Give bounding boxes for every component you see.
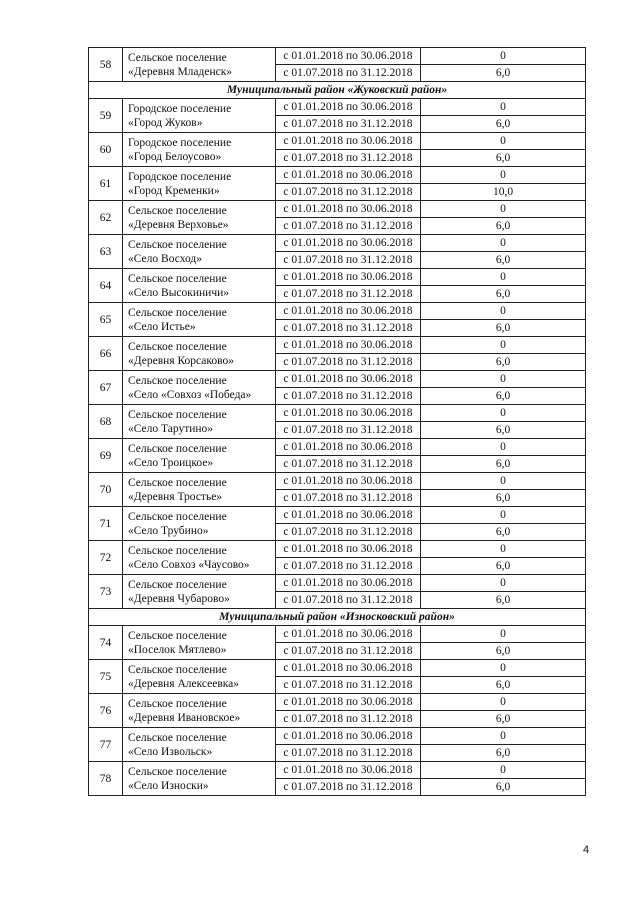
settlement-name — [123, 541, 276, 575]
settlement-title: «Город Белоусово» — [128, 150, 222, 163]
settlement-name — [123, 405, 276, 439]
row-number: 58 — [89, 48, 123, 82]
period-second-half: с 01.07.2018 по 31.12.2018 — [276, 65, 421, 82]
settlement-name — [123, 762, 276, 796]
period-second-half: с 01.07.2018 по 31.12.2018 — [276, 354, 421, 371]
settlement-title: «Село Совхоз «Чаусово» — [128, 558, 250, 571]
settlement-title: «Деревня Тростье» — [128, 490, 223, 503]
settlement-name — [123, 439, 276, 473]
rate-second-half: 6,0 — [421, 286, 586, 303]
settlement-title: «Село Восход» — [128, 252, 203, 265]
rate-first-half: 0 — [421, 694, 586, 711]
section-title: Муниципальный район «Жуковский район» — [89, 82, 586, 99]
period-first-half: с 01.01.2018 по 30.06.2018 — [276, 439, 421, 456]
row-number: 66 — [89, 337, 123, 371]
table-row — [89, 99, 586, 116]
rate-first-half: 0 — [421, 575, 586, 592]
rate-second-half: 6,0 — [421, 745, 586, 762]
section-title: Муниципальный район «Износковский район» — [89, 609, 586, 626]
period-second-half: с 01.07.2018 по 31.12.2018 — [276, 592, 421, 609]
period-second-half: с 01.07.2018 по 31.12.2018 — [276, 456, 421, 473]
rate-second-half: 6,0 — [421, 65, 586, 82]
rate-first-half: 0 — [421, 660, 586, 677]
settlement-title: «Деревня Чубарово» — [128, 592, 230, 605]
period-first-half: с 01.01.2018 по 30.06.2018 — [276, 371, 421, 388]
settlement-title: «Село Тарутино» — [128, 422, 214, 435]
rate-second-half: 6,0 — [421, 677, 586, 694]
tariff-table — [88, 47, 586, 796]
rate-second-half: 6,0 — [421, 116, 586, 133]
rate-first-half: 0 — [421, 626, 586, 643]
row-number: 73 — [89, 575, 123, 609]
settlement-title: «Село «Совхоз «Победа» — [128, 388, 252, 401]
table-row — [89, 473, 586, 490]
row-number: 76 — [89, 694, 123, 728]
page-number: 4 — [583, 844, 590, 856]
settlement-type: Сельское поселение — [128, 697, 227, 710]
tariff-table-body — [89, 48, 586, 796]
settlement-name — [123, 660, 276, 694]
period-second-half: с 01.07.2018 по 31.12.2018 — [276, 388, 421, 405]
settlement-type: Сельское поселение — [128, 544, 227, 557]
settlement-title: «Город Жуков» — [128, 116, 203, 129]
settlement-name — [123, 728, 276, 762]
table-row — [89, 762, 586, 779]
period-second-half: с 01.07.2018 по 31.12.2018 — [276, 524, 421, 541]
settlement-title: «Село Истье» — [128, 320, 196, 333]
settlement-name — [123, 269, 276, 303]
row-number: 59 — [89, 99, 123, 133]
settlement-type: Сельское поселение — [128, 578, 227, 591]
period-first-half: с 01.01.2018 по 30.06.2018 — [276, 303, 421, 320]
rate-second-half: 6,0 — [421, 558, 586, 575]
settlement-type: Сельское поселение — [128, 442, 227, 455]
rate-second-half: 6,0 — [421, 388, 586, 405]
row-number: 75 — [89, 660, 123, 694]
rate-first-half: 0 — [421, 541, 586, 558]
period-first-half: с 01.01.2018 по 30.06.2018 — [276, 48, 421, 65]
rate-first-half: 0 — [421, 728, 586, 745]
settlement-name — [123, 133, 276, 167]
settlement-name — [123, 235, 276, 269]
table-row — [89, 133, 586, 150]
rate-second-half: 6,0 — [421, 779, 586, 796]
period-second-half: с 01.07.2018 по 31.12.2018 — [276, 150, 421, 167]
rate-first-half: 0 — [421, 269, 586, 286]
table-row — [89, 405, 586, 422]
rate-first-half: 0 — [421, 99, 586, 116]
period-second-half: с 01.07.2018 по 31.12.2018 — [276, 184, 421, 201]
row-number: 77 — [89, 728, 123, 762]
period-second-half: с 01.07.2018 по 31.12.2018 — [276, 286, 421, 303]
settlement-title: «Село Трубино» — [128, 524, 209, 537]
row-number: 74 — [89, 626, 123, 660]
settlement-type: Сельское поселение — [128, 476, 227, 489]
settlement-name — [123, 48, 276, 82]
period-first-half: с 01.01.2018 по 30.06.2018 — [276, 337, 421, 354]
settlement-name — [123, 167, 276, 201]
settlement-type: Сельское поселение — [128, 765, 227, 778]
rate-second-half: 6,0 — [421, 422, 586, 439]
table-row — [89, 371, 586, 388]
table-row — [89, 660, 586, 677]
rate-second-half: 10,0 — [421, 184, 586, 201]
period-first-half: с 01.01.2018 по 30.06.2018 — [276, 660, 421, 677]
rate-second-half: 6,0 — [421, 218, 586, 235]
period-second-half: с 01.07.2018 по 31.12.2018 — [276, 711, 421, 728]
row-number: 65 — [89, 303, 123, 337]
table-row — [89, 201, 586, 218]
rate-second-half: 6,0 — [421, 252, 586, 269]
table-row — [89, 48, 586, 65]
table-row — [89, 694, 586, 711]
period-second-half: с 01.07.2018 по 31.12.2018 — [276, 558, 421, 575]
settlement-title: «Поселок Мятлево» — [128, 643, 227, 656]
settlement-title: «Деревня Младенск» — [128, 65, 233, 78]
settlement-type: Сельское поселение — [128, 408, 227, 421]
settlement-type: Сельское поселение — [128, 510, 227, 523]
settlement-title: «Деревня Верховье» — [128, 218, 229, 231]
settlement-name — [123, 473, 276, 507]
settlement-name — [123, 337, 276, 371]
period-first-half: с 01.01.2018 по 30.06.2018 — [276, 694, 421, 711]
rate-second-half: 6,0 — [421, 354, 586, 371]
rate-second-half: 6,0 — [421, 490, 586, 507]
rate-second-half: 6,0 — [421, 643, 586, 660]
period-first-half: с 01.01.2018 по 30.06.2018 — [276, 762, 421, 779]
settlement-type: Сельское поселение — [128, 731, 227, 744]
period-second-half: с 01.07.2018 по 31.12.2018 — [276, 422, 421, 439]
settlement-type: Сельское поселение — [128, 204, 227, 217]
settlement-type: Городское поселение — [128, 102, 232, 115]
table-row — [89, 303, 586, 320]
row-number: 62 — [89, 201, 123, 235]
period-second-half: с 01.07.2018 по 31.12.2018 — [276, 745, 421, 762]
table-row — [89, 235, 586, 252]
settlement-name — [123, 694, 276, 728]
period-first-half: с 01.01.2018 по 30.06.2018 — [276, 405, 421, 422]
period-second-half: с 01.07.2018 по 31.12.2018 — [276, 252, 421, 269]
period-first-half: с 01.01.2018 по 30.06.2018 — [276, 626, 421, 643]
settlement-title: «Село Износки» — [128, 779, 209, 792]
settlement-title: «Село Высокиничи» — [128, 286, 230, 299]
row-number: 64 — [89, 269, 123, 303]
rate-second-half: 6,0 — [421, 150, 586, 167]
settlement-type: Сельское поселение — [128, 374, 227, 387]
period-second-half: с 01.07.2018 по 31.12.2018 — [276, 779, 421, 796]
settlement-type: Сельское поселение — [128, 238, 227, 251]
table-row — [89, 626, 586, 643]
rate-first-half: 0 — [421, 337, 586, 354]
rate-first-half: 0 — [421, 439, 586, 456]
row-number: 71 — [89, 507, 123, 541]
period-second-half: с 01.07.2018 по 31.12.2018 — [276, 490, 421, 507]
section-header-row — [89, 609, 586, 626]
row-number: 78 — [89, 762, 123, 796]
rate-second-half: 6,0 — [421, 711, 586, 728]
settlement-type: Городское поселение — [128, 170, 232, 183]
settlement-name — [123, 303, 276, 337]
table-row — [89, 541, 586, 558]
settlement-name — [123, 201, 276, 235]
period-second-half: с 01.07.2018 по 31.12.2018 — [276, 320, 421, 337]
settlement-title: «Село Троицкое» — [128, 456, 214, 469]
period-second-half: с 01.07.2018 по 31.12.2018 — [276, 218, 421, 235]
period-first-half: с 01.01.2018 по 30.06.2018 — [276, 99, 421, 116]
rate-first-half: 0 — [421, 303, 586, 320]
settlement-type: Сельское поселение — [128, 272, 227, 285]
table-row — [89, 167, 586, 184]
period-first-half: с 01.01.2018 по 30.06.2018 — [276, 201, 421, 218]
settlement-title: «Село Извольск» — [128, 745, 213, 758]
table-row — [89, 507, 586, 524]
settlement-type: Сельское поселение — [128, 306, 227, 319]
row-number: 70 — [89, 473, 123, 507]
rate-first-half: 0 — [421, 762, 586, 779]
period-first-half: с 01.01.2018 по 30.06.2018 — [276, 507, 421, 524]
table-row — [89, 728, 586, 745]
table-row — [89, 269, 586, 286]
settlement-name — [123, 371, 276, 405]
settlement-type: Сельское поселение — [128, 340, 227, 353]
rate-first-half: 0 — [421, 167, 586, 184]
settlement-title: «Деревня Ивановское» — [128, 711, 241, 724]
table-row — [89, 575, 586, 592]
section-header-row — [89, 82, 586, 99]
period-first-half: с 01.01.2018 по 30.06.2018 — [276, 575, 421, 592]
rate-first-half: 0 — [421, 201, 586, 218]
rate-second-half: 6,0 — [421, 456, 586, 473]
period-first-half: с 01.01.2018 по 30.06.2018 — [276, 269, 421, 286]
settlement-type: Городское поселение — [128, 136, 232, 149]
rate-second-half: 6,0 — [421, 320, 586, 337]
rate-first-half: 0 — [421, 507, 586, 524]
period-first-half: с 01.01.2018 по 30.06.2018 — [276, 728, 421, 745]
period-second-half: с 01.07.2018 по 31.12.2018 — [276, 116, 421, 133]
period-second-half: с 01.07.2018 по 31.12.2018 — [276, 677, 421, 694]
rate-first-half: 0 — [421, 48, 586, 65]
period-first-half: с 01.01.2018 по 30.06.2018 — [276, 235, 421, 252]
settlement-title: «Деревня Алексеевка» — [128, 677, 240, 690]
settlement-type: Сельское поселение — [128, 663, 227, 676]
row-number: 60 — [89, 133, 123, 167]
settlement-name — [123, 575, 276, 609]
period-first-half: с 01.01.2018 по 30.06.2018 — [276, 167, 421, 184]
row-number: 63 — [89, 235, 123, 269]
period-first-half: с 01.01.2018 по 30.06.2018 — [276, 541, 421, 558]
settlement-type: Сельское поселение — [128, 51, 227, 64]
period-first-half: с 01.01.2018 по 30.06.2018 — [276, 133, 421, 150]
row-number: 69 — [89, 439, 123, 473]
period-second-half: с 01.07.2018 по 31.12.2018 — [276, 643, 421, 660]
rate-first-half: 0 — [421, 473, 586, 490]
settlement-title: «Деревня Корсаково» — [128, 354, 234, 367]
rate-first-half: 0 — [421, 371, 586, 388]
rate-second-half: 6,0 — [421, 592, 586, 609]
rate-first-half: 0 — [421, 405, 586, 422]
rate-second-half: 6,0 — [421, 524, 586, 541]
table-row — [89, 337, 586, 354]
row-number: 72 — [89, 541, 123, 575]
row-number: 68 — [89, 405, 123, 439]
row-number: 67 — [89, 371, 123, 405]
period-first-half: с 01.01.2018 по 30.06.2018 — [276, 473, 421, 490]
settlement-type: Сельское поселение — [128, 629, 227, 642]
row-number: 61 — [89, 167, 123, 201]
rate-first-half: 0 — [421, 133, 586, 150]
settlement-title: «Город Кременки» — [128, 184, 220, 197]
table-row — [89, 439, 586, 456]
settlement-name — [123, 626, 276, 660]
settlement-name — [123, 507, 276, 541]
settlement-name — [123, 99, 276, 133]
rate-first-half: 0 — [421, 235, 586, 252]
